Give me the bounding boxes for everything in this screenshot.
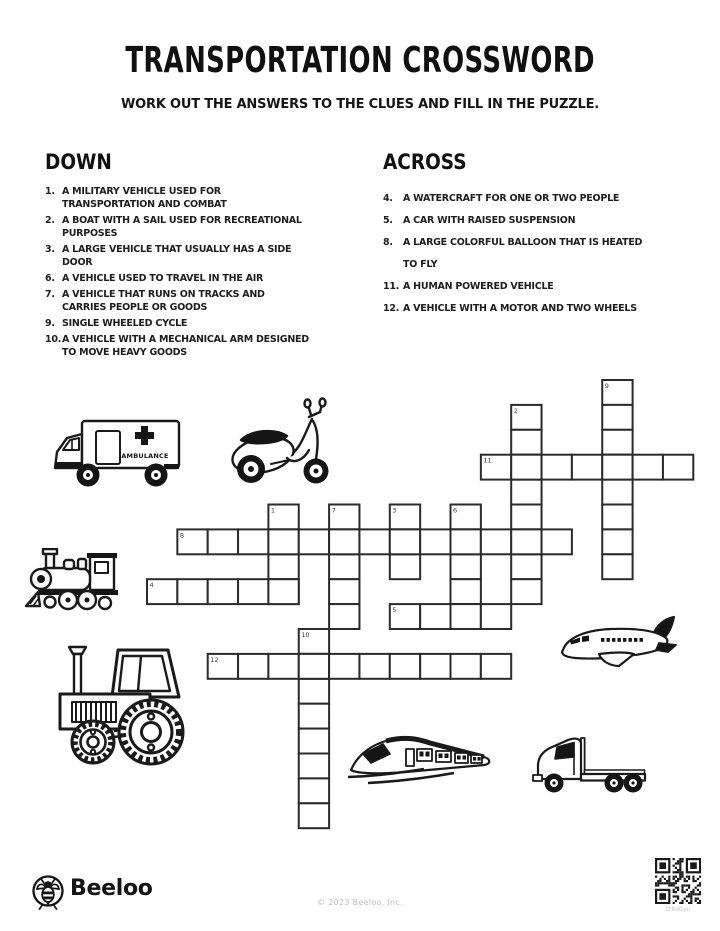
grid-number: 5 [392,606,397,615]
grid-cell [602,405,632,430]
grid-number: 11 [483,456,492,465]
clue-text: A BOAT WITH A SAIL USED FOR RECREATIONAL PURPOSES [62,215,302,239]
clue-text: SINGLE WHEELED CYCLE [62,318,188,329]
grid-cell [299,754,329,779]
grid-cell [511,579,541,604]
clue-text: A WATERCRAFT FOR ONE OR TWO PEOPLE [403,193,620,204]
clue-number: 7. [45,289,55,300]
grid-cell [481,529,511,554]
grid-cell [602,430,632,455]
grid-cell [602,480,632,505]
clue-number: 8. [383,237,393,248]
grid-cell [572,455,602,480]
clue-number: 10. [45,334,62,345]
grid-cell [511,430,541,455]
clue-number: 5. [383,215,393,226]
grid-cell [299,654,329,679]
grid-cell [511,554,541,579]
grid-number: 7 [331,506,336,515]
grid-cell [602,455,632,480]
grid-number: 4 [149,581,154,590]
down-heading: DOWN [45,150,112,174]
grid-cell [329,529,359,554]
clue-number: 3. [45,244,55,255]
grid-number: 10 [301,631,310,639]
clue-text: A MILITARY VEHICLE USED FOR TRANSPORTATION AND COMBAT [62,186,227,210]
page-subtitle: WORK OUT THE ANSWERS TO THE CLUES AND FILL IN THE PUZZLE. [121,97,599,112]
grid-cell [268,579,298,604]
grid-cell [451,579,481,604]
grid-cell [299,679,329,704]
clue-number: 9. [45,318,55,329]
grid-cell [299,729,329,754]
tractor-icon [38,644,188,768]
clue-number: 11. [383,281,400,292]
clue-text: A LARGE COLORFUL BALLOON THAT IS HEATED TO FLY [403,237,643,270]
clue-text: A VEHICLE USED TO TRAVEL IN THE AIR [62,273,264,284]
grid-cell [268,654,298,679]
grid-cell [238,654,268,679]
grid-cell [359,654,389,679]
clue-text: A CAR WITH RAISED SUSPENSION [403,215,576,226]
beeloo-logo-icon [28,874,68,914]
grid-cell [177,579,207,604]
grid-cell [329,579,359,604]
grid-cell [481,604,511,629]
grid-cell [299,803,329,828]
grid-cell [602,529,632,554]
grid-number: 12 [210,655,219,664]
grid-cell [511,529,541,554]
grid-number: 3 [392,506,397,515]
clue-number: 2. [45,215,55,226]
grid-cell [481,654,511,679]
grid-cell [329,654,359,679]
grid-cell [451,654,481,679]
ambulance-label: AMBULANCE [121,452,169,460]
page-title: TRANSPORTATION CROSSWORD [125,40,595,81]
clue-number: 6. [45,273,55,284]
grid-cell [359,529,389,554]
grid-cell [299,778,329,803]
grid-cell [451,604,481,629]
grid-cell [602,554,632,579]
grid-cell [542,529,572,554]
grid-cell [390,529,420,554]
grid-cell [633,455,663,480]
grid-cell [511,455,541,480]
clue-number: 4. [383,193,393,204]
grid-number: 1 [270,506,276,515]
grid-cell [390,654,420,679]
grid-cell [208,579,238,604]
grid-cell [329,604,359,629]
clue-text: A VEHICLE WITH A MECHANICAL ARM DESIGNED TO MOVE HEAVY GOODS [62,334,309,358]
grid-cell [602,505,632,530]
grid-cell [420,529,450,554]
scooter-icon [223,397,341,491]
grid-cell [329,554,359,579]
grid-cell [268,554,298,579]
clue-number: 1. [45,186,55,197]
grid-number: 2 [513,406,518,415]
grid-number: 8 [179,531,184,540]
clue-text: A VEHICLE THAT RUNS ON TRACKS AND CARRIES PEOPLE OR GOODS [62,289,265,313]
grid-cell [208,529,238,554]
high-speed-train-icon [346,720,498,788]
grid-cell [299,529,329,554]
grid-cell [511,480,541,505]
ambulance-icon [46,412,186,492]
grid-number: 6 [453,506,458,515]
grid-cell [663,455,693,480]
across-heading: ACROSS [383,150,467,174]
qr-code [655,858,701,904]
grid-cell [420,654,450,679]
grid-cell [542,455,572,480]
grid-cell [268,529,298,554]
copyright-text: © 2023 Beeloo, Inc. [317,898,403,907]
clue-text: A VEHICLE WITH A MOTOR AND TWO WHEELS [403,303,637,314]
grid-cell [238,529,268,554]
beeloo-brand-text: Beeloo [70,876,153,901]
grid-cell [420,604,450,629]
semi-truck-icon [528,733,650,795]
grid-cell [238,579,268,604]
clue-text: A HUMAN POWERED VEHICLE [403,281,554,292]
grid-number: 9 [604,382,609,390]
grid-cell [390,554,420,579]
grid-cell [451,529,481,554]
qr-caption: LTRdGyn [666,907,690,913]
airplane-icon [557,614,679,670]
steam-locomotive-icon [24,548,136,614]
grid-cell [299,704,329,729]
grid-cell [451,554,481,579]
clue-number: 12. [383,303,400,314]
clue-text: A LARGE VEHICLE THAT USUALLY HAS A SIDE DOOR [62,244,292,268]
grid-cell [511,505,541,530]
